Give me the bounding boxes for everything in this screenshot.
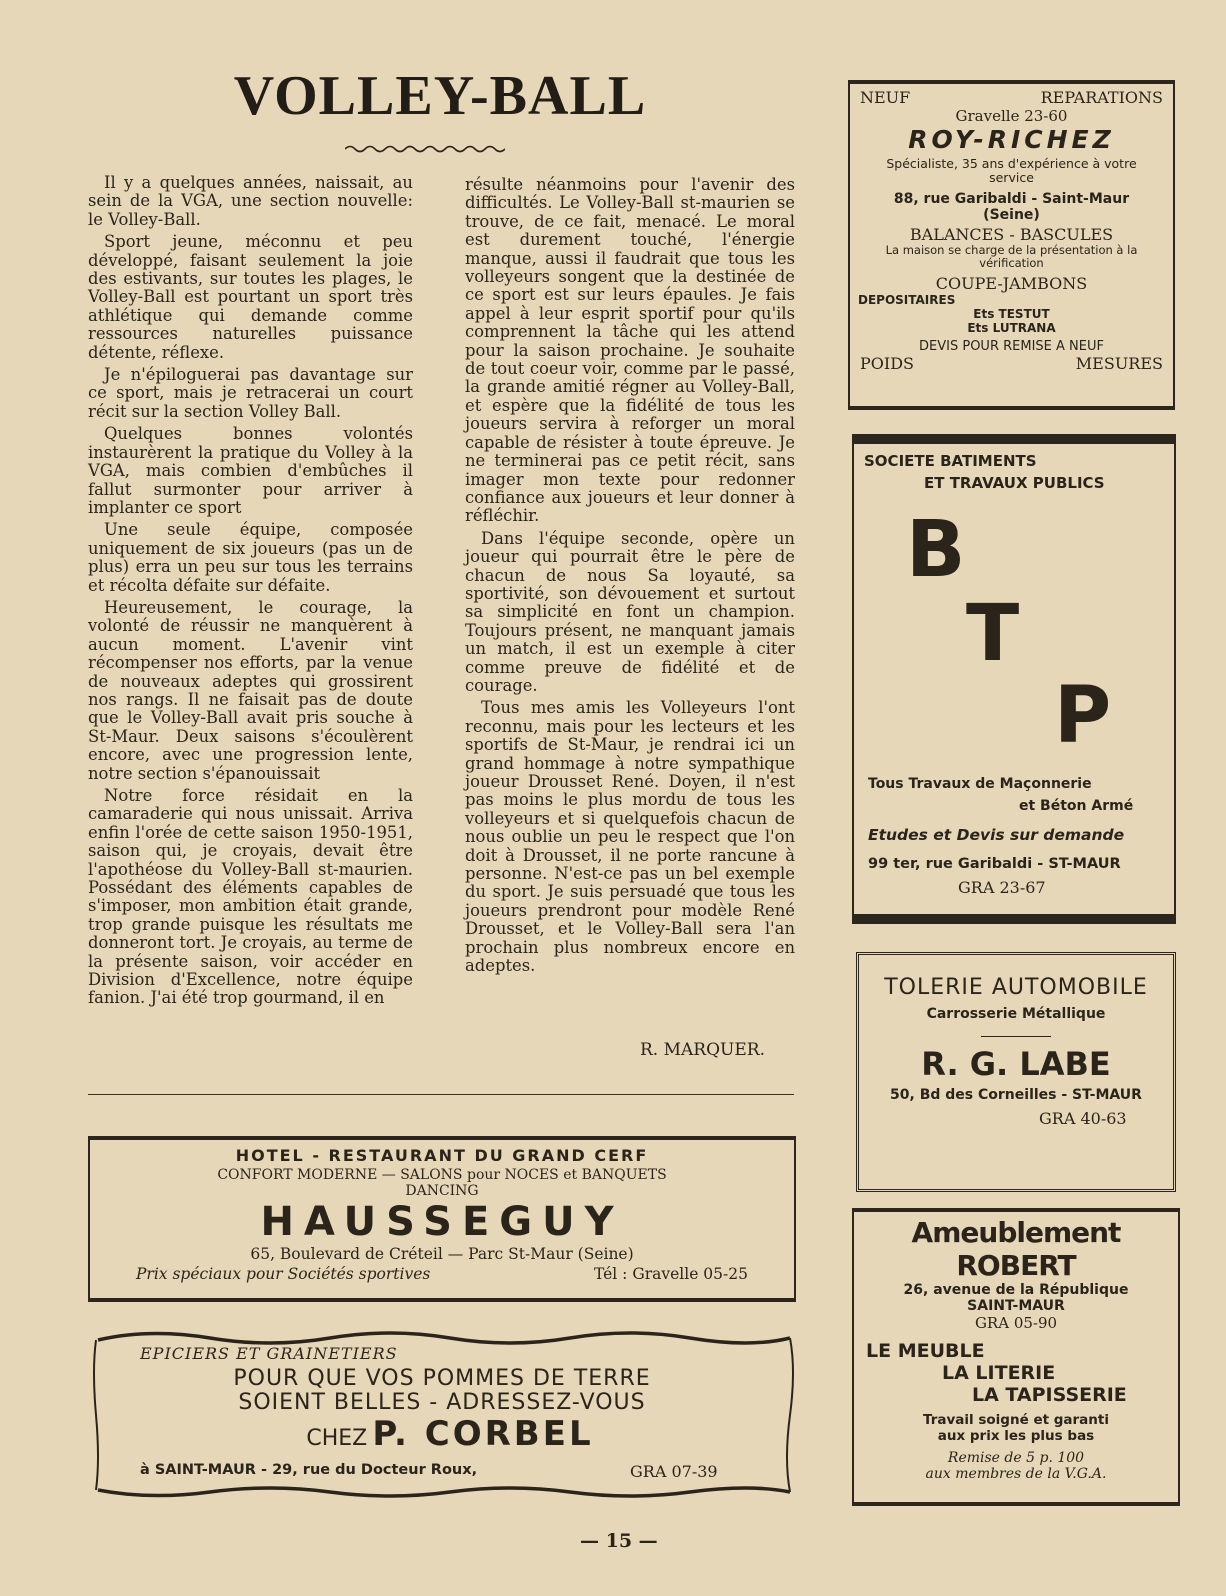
ad-line: LE MEUBLE — [866, 1340, 985, 1362]
ad-business-name: ROY-RICHEZ — [908, 125, 1115, 154]
ad-line: SAINT-MAUR — [967, 1298, 1065, 1314]
ad-line: Ets TESTUT — [973, 307, 1050, 321]
ad-business-name: R. G. LABE — [921, 1045, 1111, 1083]
ad-address: à SAINT-MAUR - 29, rue du Docteur Roux, — [140, 1462, 478, 1478]
ad-line: DEPOSITAIRES — [858, 293, 956, 307]
ad-hotel-grand-cerf — [88, 1136, 796, 1302]
ad-phone: GRA 07-39 — [630, 1462, 718, 1481]
ad-heading: EPICIERS ET GRAINETIERS — [140, 1344, 398, 1363]
ad-line: Tous Travaux de Maçonnerie — [868, 776, 1092, 792]
paragraph: Heureusement, le courage, la volonté de réussir ne manquèrent à aucun moment. L'avenir vint récompenser nos efforts, par la venue de nouveaux adeptes qui grossirent nos rangs. Il ne faisait pas de doute que le Volley-Ball avait pris souche à St-Maur. Deux saisons s'écoulèrent encore, avec une progression lente, notre section s'épanouissait — [88, 597, 413, 783]
paragraph: Notre force résidait en la camaraderie qui nous unissait. Arriva enfin l'orée de cette saison 1950-1951, saison qui, je croyais, devait être l'apothéose du Volley-Ball st-maurien. Possédant des éléments capables de s'imposer, mon ambition était grande, trop grande puisque les résultats me donneront tort. Je croyais, au terme de la présente saison, voir accéder en Division d'Excellence, notre équipe fanion. J'ai été trop gourmand, il en — [88, 786, 413, 1008]
btp-letter-p: P — [1054, 671, 1112, 761]
ad-phone: GRA 05-90 — [974, 1314, 1058, 1332]
ad-line: et Béton Armé — [1019, 798, 1134, 814]
paragraph: résulte néanmoins pour l'avenir des difficultés. Le Volley-Ball st-maurien se trouve, de ce fait, menacé. Le moral est durement touché, l'énergie manque, aussi il faudrait que tous les volleyeurs songent que la destinée de ce sport est sur leurs épaules. Je fais appel à leur esprit sportif pour qu'ils comprennent la tâche qui les attend pour la saison prochaine. Je souhaite de tout coeur voir, comme par le passé, la grande amitié régner au Volley-Ball, et espère que la fidélité de tous les joueurs servira à reforger un moral capable de résister à toute épreuve. Je ne terminerai pas ce petit récit, sans imager mon texte pour redonner confiance aux joueurs et leur donner à réfléchir. — [465, 175, 795, 526]
ad-address: 50, Bd des Corneilles - ST-MAUR — [890, 1087, 1142, 1103]
ad-phone: GRA 40-63 — [1039, 1109, 1127, 1128]
ad-labe — [856, 952, 1176, 1192]
ad-line: SOCIETE BATIMENTS — [864, 452, 1037, 470]
ad-line: Carrosserie Métallique — [926, 1006, 1106, 1022]
ad-line: Ets LUTRANA — [967, 321, 1056, 335]
ad-line: Travail soigné et garanti — [923, 1412, 1109, 1428]
ad-line: DEVIS POUR REMISE A NEUF — [919, 339, 1104, 354]
ad-phone: GRA 23-67 — [958, 878, 1046, 897]
ad-label: REPARATIONS — [1040, 88, 1163, 107]
ad-line: POUR QUE VOS POMMES DE TERRE — [233, 1366, 651, 1391]
ad-line: (Seine) — [983, 207, 1040, 223]
ad-heading: HOTEL - RESTAURANT DU GRAND CERF — [235, 1146, 649, 1165]
article-column-1 — [88, 174, 413, 1012]
ad-line: aux membres de la V.G.A. — [925, 1466, 1107, 1482]
ad-label: MESURES — [1075, 354, 1163, 373]
ad-address: 65, Boulevard de Créteil — Parc St-Maur (Seine) — [250, 1245, 634, 1263]
ad-business-name: P. CORBEL — [372, 1414, 594, 1454]
ad-corbel — [90, 1330, 794, 1500]
ad-btp — [852, 434, 1176, 924]
article-signature: R. MARQUER. — [640, 1040, 765, 1060]
ad-address: 99 ter, rue Garibaldi - ST-MAUR — [868, 856, 1121, 872]
ad-phone: Gravelle 23-60 — [955, 107, 1068, 125]
article-column-2 — [465, 176, 795, 979]
paragraph: Une seule équipe, composée uniquement de six joueurs (pas un de plus) erra un peu sur tous les terrains et récolta défaite sur défaite. — [88, 520, 413, 595]
ad-line: LA LITERIE — [942, 1362, 1056, 1384]
paragraph: Sport jeune, méconnu et peu développé, faisant seulement la joie des estivants, sur toutes les plages, le Volley-Ball est pourtant un sport très athlétique qui demande comme ressources naturelles puissance détente, réflexe. — [88, 232, 413, 362]
ad-business-name: HAUSSEGUY — [260, 1199, 624, 1245]
paragraph: Je n'épiloguerai pas davantage sur ce sport, mais je retracerai un court récit sur la section Volley Ball. — [88, 365, 413, 421]
ad-line: BALANCES - BASCULES — [909, 225, 1114, 244]
ad-business-name: Ameublement ROBERT — [911, 1216, 1121, 1282]
ad-ameublement-robert — [852, 1208, 1180, 1506]
ad-line: CONFORT MODERNE — SALONS pour NOCES et BANQUETS — [217, 1167, 667, 1183]
paragraph: Tous mes amis les Volleyeurs l'ont reconnu, mais pour les lecteurs et les sportifs de St-Maur, je rendrai ici un grand hommage à notre sympathique joueur Drousset René. Doyen, il n'est pas moins le plus mordu de tous les volleyeurs et si quelquefois chacun de nous oublie un peu le respect que l'on doit à Drousset, il ne porte rancune à personne. N'est-ce pas un bel exemple du sport. Je suis persuadé que tous les joueurs prendront pour modèle René Drousset, et le Volley-Ball sera l'an prochain plus nombreux encore en adeptes. — [465, 698, 795, 976]
ad-label: NEUF — [860, 88, 911, 107]
btp-letter-t: T — [966, 589, 1020, 679]
ad-line: aux prix les plus bas — [937, 1428, 1095, 1444]
paragraph: Il y a quelques années, naissait, au sein de la VGA, une section nouvelle: le Volley-Ball. — [88, 173, 413, 229]
ad-line: La maison se charge de la présentation à la vérification — [885, 243, 1138, 270]
ad-chez: CHEZ — [306, 1426, 368, 1451]
ad-roy-richez — [848, 80, 1175, 410]
ad-phone: Tél : Gravelle 05-25 — [593, 1265, 748, 1283]
divider — [88, 1094, 794, 1095]
paragraph: Dans l'équipe seconde, opère un joueur qui pourrait être le père de chacun de nous Sa loyauté, sa sportivité, son dévouement et surtout sa simplicité en font un champion. Toujours présent, ne manquant jamais un match, il est un exemple à citer comme preuve de fidélité et de courage. — [465, 528, 795, 695]
ad-line: DANCING — [405, 1183, 479, 1199]
ad-line: Etudes et Devis sur demande — [868, 826, 1125, 844]
page-number: — 15 — — [580, 1530, 658, 1552]
ad-line: Remise de 5 p. 100 — [947, 1450, 1085, 1466]
ad-line: Spécialiste, 35 ans d'expérience à votre service — [886, 156, 1137, 185]
ad-line: SOIENT BELLES - ADRESSEZ-VOUS — [238, 1390, 646, 1415]
paragraph: Quelques bonnes volontés instaurèrent la pratique du Volley à la VGA, mais combien d'embûches il fallut surmonter pour arriver à implanter ce sport — [88, 424, 413, 517]
article-title: VOLLEY-BALL — [233, 65, 647, 127]
ad-address: 88, rue Garibaldi - Saint-Maur — [893, 191, 1130, 207]
divider — [981, 1036, 1051, 1037]
ad-address: 26, avenue de la République — [903, 1282, 1129, 1298]
title-ornament — [345, 144, 505, 154]
ad-line: COUPE-JAMBONS — [935, 274, 1088, 293]
ad-line: TOLERIE AUTOMOBILE — [884, 975, 1148, 1000]
btp-letter-b: B — [906, 505, 966, 595]
ad-special: Prix spéciaux pour Sociétés sportives — [136, 1265, 431, 1283]
ad-line: ET TRAVAUX PUBLICS — [924, 474, 1105, 492]
ad-line: LA TAPISSERIE — [972, 1384, 1127, 1406]
ad-label: POIDS — [860, 354, 914, 373]
